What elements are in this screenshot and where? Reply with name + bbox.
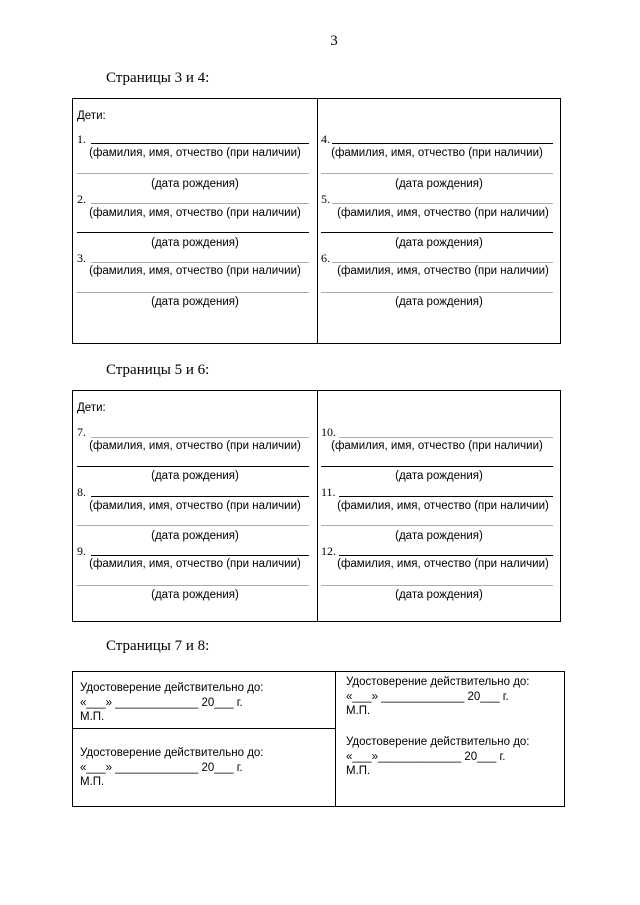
section-heading-pages-5-6: Страницы 5 и 6: (106, 362, 210, 378)
child-1-dob-caption: (дата рождения) (151, 178, 239, 190)
cert-date-line-2: «___» _____________ 20___ г. (80, 762, 243, 774)
child-9-dob-line (77, 585, 309, 586)
cert-valid-label-2: Удостоверение действительно до: (80, 747, 264, 759)
child-3-name-line (91, 262, 309, 263)
children-box-1 (72, 98, 561, 344)
child-number-7: 7. (77, 425, 86, 439)
child-number-5: 5. (321, 192, 330, 206)
child-5-name-line (332, 203, 553, 204)
left-row-divider (73, 728, 335, 729)
child-11-dob-line (321, 525, 553, 526)
child-9-dob-caption: (дата рождения) (151, 589, 239, 601)
child-number-2: 2. (77, 192, 86, 206)
child-number-10: 10. (321, 425, 336, 439)
cert-valid-label-4: Удостоверение действительно до: (346, 736, 530, 748)
child-12-name-line (339, 555, 553, 556)
children-label: Дети: (77, 402, 106, 414)
child-2-name-line (91, 203, 309, 204)
child-5-fio-caption: (фамилия, имя, отчество (при наличии) (337, 207, 549, 219)
child-number-4: 4. (321, 132, 330, 146)
cert-valid-label-3: Удостоверение действительно до: (346, 676, 530, 688)
child-2-fio-caption: (фамилия, имя, отчество (при наличии) (89, 207, 301, 219)
child-10-name-line (339, 437, 553, 438)
child-10-dob-line (321, 466, 553, 467)
child-12-fio-caption: (фамилия, имя, отчество (при наличии) (337, 558, 549, 570)
child-7-fio-caption: (фамилия, имя, отчество (при наличии) (89, 440, 301, 452)
child-number-11: 11. (321, 485, 336, 499)
child-11-fio-caption: (фамилия, имя, отчество (при наличии) (337, 500, 549, 512)
child-3-fio-caption: (фамилия, имя, отчество (при наличии) (89, 265, 301, 277)
child-5-dob-caption: (дата рождения) (395, 237, 483, 249)
child-10-dob-caption: (дата рождения) (395, 470, 483, 482)
child-number-1: 1. (77, 132, 86, 146)
cert-date-line-1: «___» _____________ 20___ г. (80, 697, 243, 709)
child-1-dob-line (77, 173, 309, 174)
cert-valid-label-1: Удостоверение действительно до: (80, 682, 264, 694)
child-9-name-line (91, 555, 309, 556)
child-number-3: 3. (77, 251, 86, 265)
child-11-name-line (339, 496, 553, 497)
child-8-dob-line (77, 525, 309, 526)
child-4-fio-caption: (фамилия, имя, отчество (при наличии) (331, 147, 543, 159)
child-6-fio-caption: (фамилия, имя, отчество (при наличии) (337, 265, 549, 277)
child-7-name-line (91, 437, 309, 438)
child-7-dob-line (77, 466, 309, 467)
column-divider (335, 672, 336, 806)
child-12-dob-line (321, 585, 553, 586)
child-7-dob-caption: (дата рождения) (151, 470, 239, 482)
section-heading-pages-3-4: Страницы 3 и 4: (106, 70, 210, 86)
child-4-dob-caption: (дата рождения) (395, 178, 483, 190)
child-12-dob-caption: (дата рождения) (395, 589, 483, 601)
child-8-dob-caption: (дата рождения) (151, 530, 239, 542)
cert-stamp-2: М.П. (80, 776, 105, 788)
child-11-dob-caption: (дата рождения) (395, 530, 483, 542)
child-2-dob-line (77, 232, 309, 233)
child-1-name-line (91, 143, 309, 144)
cert-date-line-3: «___» _____________ 20___ г. (346, 691, 509, 703)
certificate-box (72, 671, 565, 807)
child-6-dob-line (321, 292, 553, 293)
child-number-12: 12. (321, 544, 336, 558)
child-8-fio-caption: (фамилия, имя, отчество (при наличии) (89, 500, 301, 512)
child-number-9: 9. (77, 544, 86, 558)
cert-stamp-3: М.П. (346, 705, 371, 717)
child-3-dob-line (77, 292, 309, 293)
child-3-dob-caption: (дата рождения) (151, 296, 239, 308)
cert-date-line-4: «___»_____________ 20___ г. (346, 751, 506, 763)
cert-stamp-1: М.П. (80, 711, 105, 723)
child-9-fio-caption: (фамилия, имя, отчество (при наличии) (89, 558, 301, 570)
column-divider (317, 391, 318, 621)
child-8-name-line (91, 496, 309, 497)
child-6-name-line (332, 262, 553, 263)
children-label: Дети: (77, 110, 106, 122)
child-2-dob-caption: (дата рождения) (151, 237, 239, 249)
child-5-dob-line (321, 232, 553, 233)
children-box-2 (72, 390, 561, 622)
cert-stamp-4: М.П. (346, 765, 371, 777)
page-number: 3 (330, 33, 338, 49)
child-1-fio-caption: (фамилия, имя, отчество (при наличии) (89, 147, 301, 159)
column-divider (317, 99, 318, 343)
section-heading-pages-7-8: Страницы 7 и 8: (106, 638, 210, 654)
child-number-8: 8. (77, 485, 86, 499)
child-6-dob-caption: (дата рождения) (395, 296, 483, 308)
child-number-6: 6. (321, 251, 330, 265)
child-10-fio-caption: (фамилия, имя, отчество (при наличии) (331, 440, 543, 452)
child-4-name-line (332, 143, 553, 144)
child-4-dob-line (321, 173, 553, 174)
